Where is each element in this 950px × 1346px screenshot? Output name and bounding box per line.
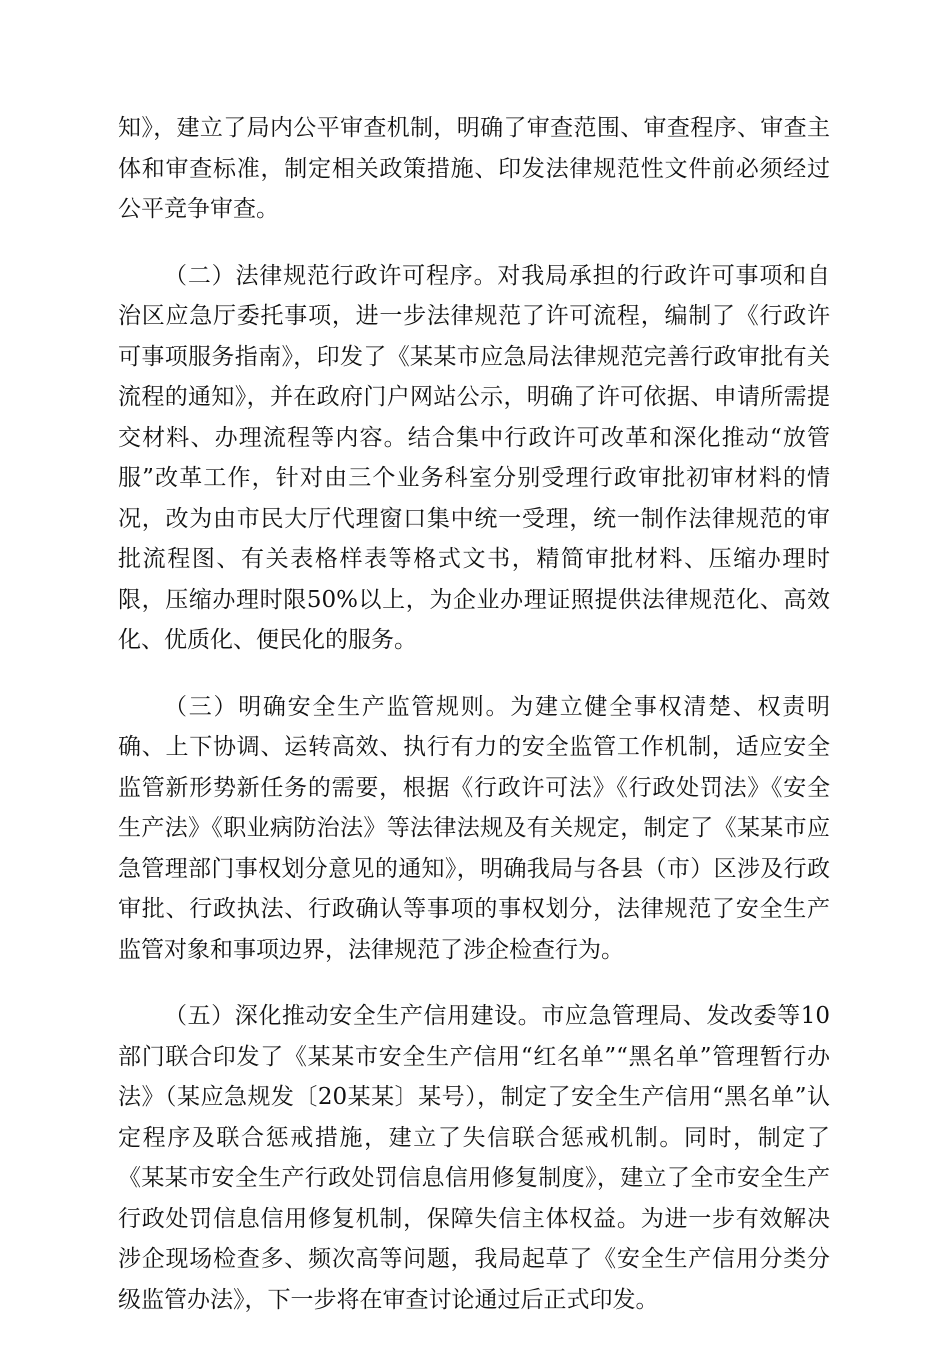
paragraph-section-2: （二）法律规范行政许可程序。对我局承担的行政许可事项和自治区应急厅委托事项，进一步法律规范了许可流程，编制了《行政许可事项服务指南》，印发了《某某市应急局法律规范完善行政审批有关流程的通知》，并在政府门户网站公示，明确了许可依据、申请所需提交材料、办理流程等内容。结合集中行政许可改革和深化推动“放管服”改革工作，针对由三个业务科室分别受理行政审批初审材料的情况，改为由市民大厅代理窗口集中统一受理，统一制作法律规范的审批流程图、有关表格样表等格式文书，精简审批材料、压缩办理时限，压缩办理时限50%以上，为企业办理证照提供法律规范化、高效化、优质化、便民化的服务。 — [118, 262, 830, 653]
document-body — [118, 108, 830, 1346]
paragraph-continuation: 知》，建立了局内公平审查机制，明确了审查范围、审查程序、审查主体和审查标准，制定相关政策措施、印发法律规范性文件前必须经过公平竞争审查。 — [118, 115, 830, 222]
paragraph-section-5: （五）深化推动安全生产信用建设。市应急管理局、发改委等10部门联合印发了《某某市安全生产信用“红名单”“黑名单”管理暂行办法》（某应急规发〔20某某〕某号），制定了安全生产信用“黑名单”认定程序及联合惩戒措施，建立了失信联合惩戒机制。同时，制定了《某某市安全生产行政处罚信息信用修复制度》，建立了全市安全生产行政处罚信息信用修复机制，保障失信主体权益。为进一步有效解决涉企现场检查多、频次高等问题，我局起草了《安全生产信用分类分级监管办法》，下一步将在审查讨论通过后正式印发。 — [118, 1003, 830, 1313]
paragraph-section-3: （三）明确安全生产监管规则。为建立健全事权清楚、权责明确、上下协调、运转高效、执行有力的安全监管工作机制，适应安全监管新形势新任务的需要，根据《行政许可法》《行政处罚法》《安全生产法》《职业病防治法》等法律法规及有关规定，制定了《某某市应急管理部门事权划分意见的通知》，明确我局与各县（市）区涉及行政审批、行政执法、行政确认等事项的事权划分，法律规范了安全生产监管对象和事项边界，法律规范了涉企检查行为。 — [118, 693, 830, 963]
